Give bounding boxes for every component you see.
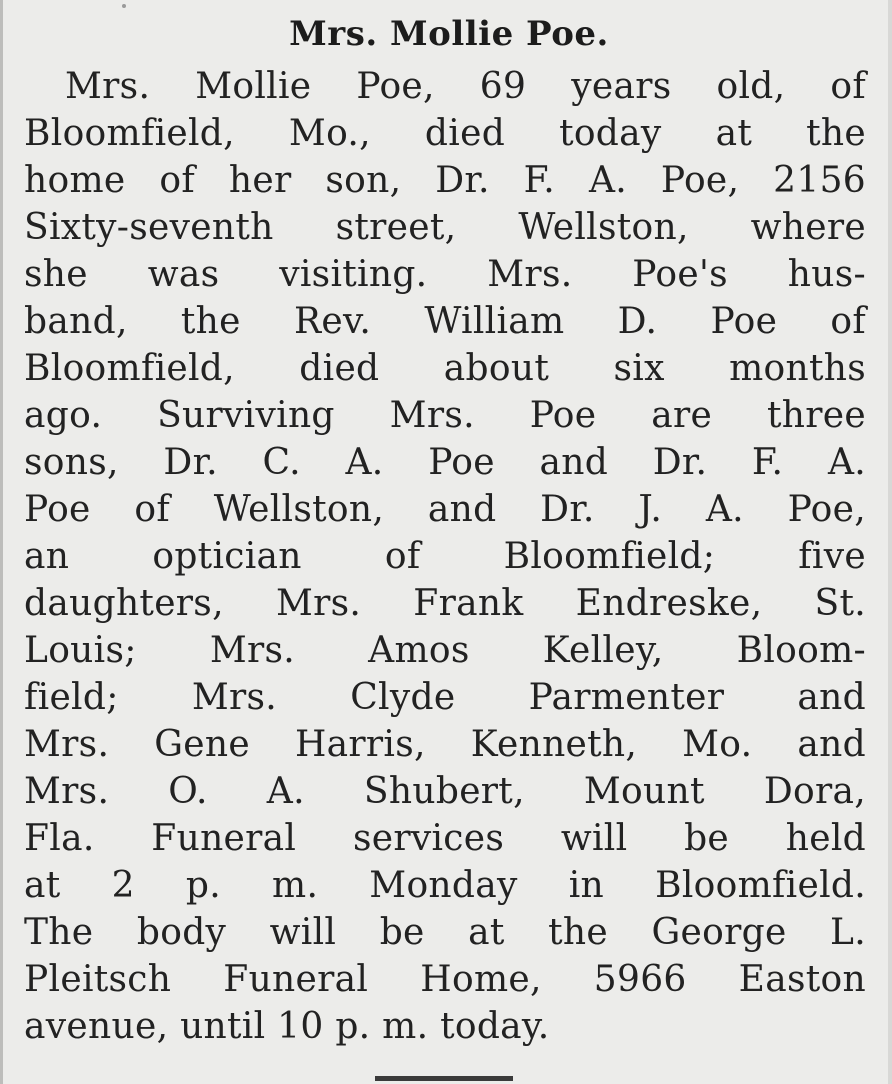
article-line: at 2 p. m. Monday in Bloomfield. (24, 865, 866, 906)
article-line: Fla. Funeral services will be held (24, 818, 866, 859)
section-divider-rule (375, 1076, 513, 1081)
article-line: ago. Surviving Mrs. Poe are three (24, 395, 866, 436)
article-line: band, the Rev. William D. Poe of (24, 301, 866, 342)
article-line: Poe of Wellston, and Dr. J. A. Poe, (24, 489, 866, 530)
obituary-headline: Mrs. Mollie Poe. (289, 14, 609, 54)
article-line: Bloomfield, died about six months (24, 348, 866, 389)
article-line: home of her son, Dr. F. A. Poe, 2156 (24, 160, 866, 201)
article-line: Mrs. Gene Harris, Kenneth, Mo. and (24, 724, 866, 765)
article-line: sons, Dr. C. A. Poe and Dr. F. A. (24, 442, 866, 483)
article-line: daughters, Mrs. Frank Endreske, St. (24, 583, 866, 624)
article-line: Louis; Mrs. Amos Kelley, Bloom- (24, 630, 866, 671)
article-line: avenue, until 10 p. m. today. (24, 1006, 550, 1047)
article-line: Mrs. O. A. Shubert, Mount Dora, (24, 771, 866, 812)
article-line: The body will be at the George L. (24, 912, 866, 953)
ink-speck (122, 4, 126, 8)
article-line: an optician of Bloomfield; five (24, 536, 866, 577)
article-line: Pleitsch Funeral Home, 5966 Easton (24, 959, 866, 1000)
article-line: field; Mrs. Clyde Parmenter and (24, 677, 866, 718)
article-line: she was visiting. Mrs. Poe's hus- (24, 254, 866, 295)
article-line: Bloomfield, Mo., died today at the (24, 113, 866, 154)
article-line: Sixty-seventh street, Wellston, where (24, 207, 866, 248)
article-line: Mrs. Mollie Poe, 69 years old, of (65, 66, 866, 107)
